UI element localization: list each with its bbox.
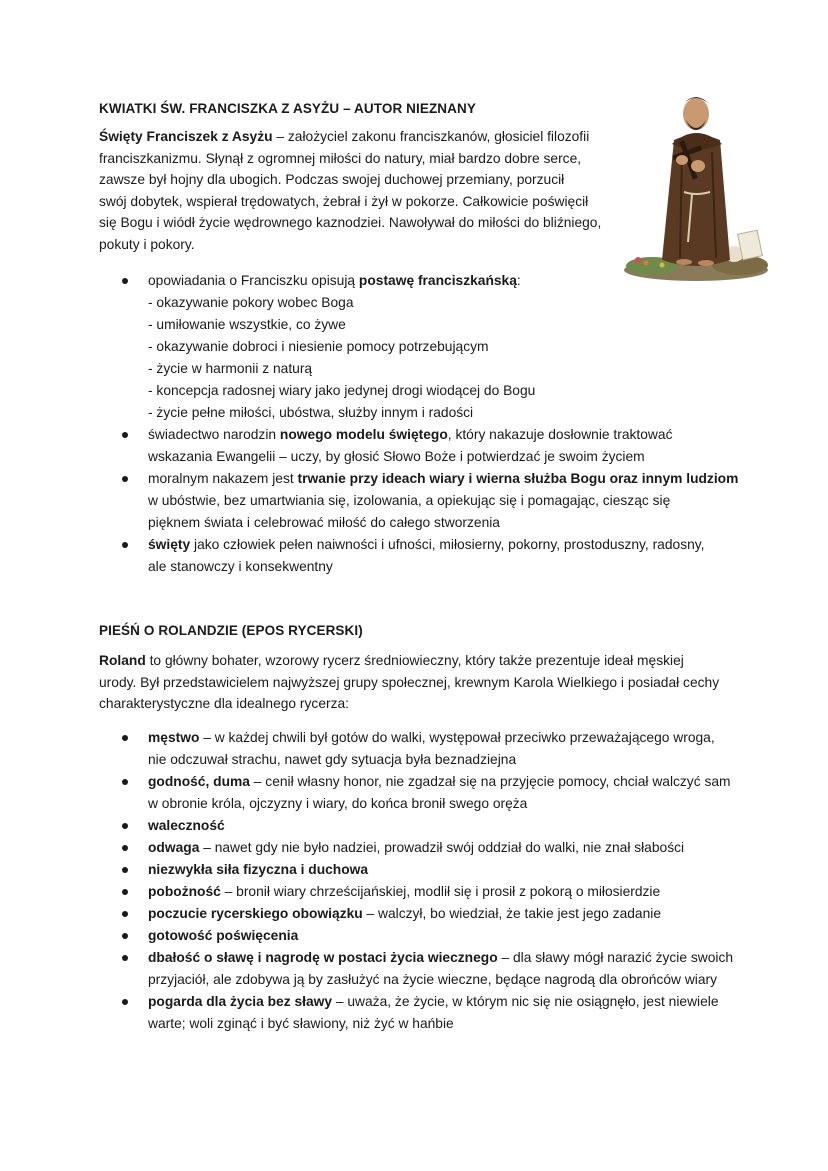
section-heading-kwiatki: KWIATKI ŚW. FRANCISZKA Z ASYŻU – AUTOR NIEZNANY [99,101,476,116]
intro-bold: Roland [99,653,146,668]
list-item [99,881,779,903]
bullet-icon [122,735,128,741]
bullet-icon [122,889,128,895]
bullet-icon [122,278,128,284]
list-item [99,727,779,771]
list-item [99,534,779,578]
item-bold: nowego modelu świętego [279,427,448,442]
bullet-icon [122,542,128,548]
sub-item: - koncepcja radosnej wiary jako jedynej drogi wiodącej do Bogu [148,383,536,398]
item-bold: waleczność [148,818,225,833]
item-text: , który nakazuje dosłownie traktować [447,427,673,442]
bullet-icon [122,432,128,438]
bullet-icon [122,476,128,482]
item-bold: święty [148,537,191,552]
item-bold: odwaga [148,840,200,855]
sub-list [148,292,779,424]
sub-item: - okazywanie dobroci i niesienie pomocy potrzebującym [148,339,489,354]
bullet-icon [122,779,128,785]
item-text: – bronił wiary chrześcijańskiej, modlił się i prosił z pokorą o miłosierdzie [220,884,661,899]
intro-line: franciszkanizmu. Słynął z ogromnej miłości do natury, miał bardzo dobre serce, [99,150,582,166]
section2-bullet-list [99,727,779,1035]
item-text: opowiadania o Franciszku opisują [148,273,359,288]
list-item [99,837,779,859]
item-bold: trwanie przy ideach wiary i wierna służba Bogu oraz innym ludziom [297,471,739,486]
intro-line: to główny bohater, wzorowy rycerz średniowieczny, który także prezentuje ideał męskiej [145,653,684,668]
item-text: : [516,273,521,288]
intro-line: – założyciel zakonu franciszkanów, głosiciel filozofii [272,129,590,144]
item-bold: dbałość o sławę i nagrodę w postaci życia wiecznego [148,950,498,965]
list-item [99,859,779,881]
section1-bullet-list [99,270,779,578]
bullet-icon [122,955,128,961]
item-bold: gotowość poświęcenia [148,928,299,943]
section1-intro [99,126,619,255]
bullet-icon [122,911,128,917]
list-item [99,771,779,815]
item-text: moralnym nakazem jest [148,471,298,486]
bullet-icon [122,845,128,851]
item-text: nie odczuwał strachu, nawet gdy sytuacja była beznadziejna [148,752,517,767]
list-item [99,424,779,468]
item-text: – w każdej chwili był gotów do walki, występował przeciwko przeważającego wroga, [199,730,715,745]
item-bold: pobożność [148,884,221,899]
item-bold: męstwo [148,730,200,745]
list-item [99,270,779,424]
item-bold: godność, duma [148,774,250,789]
item-bold: poczucie rycerskiego obowiązku [148,906,363,921]
list-item [99,903,779,925]
list-item [99,468,779,534]
list-item [99,991,779,1035]
item-text: warte; woli zginąć i być sławiony, niż żyć w hańbie [148,1016,454,1031]
intro-line: pokuty i pokory. [99,236,195,252]
bullet-icon [122,867,128,873]
item-text: – uważa, że życie, w którym nic się nie osiągnęło, jest niewiele [332,994,719,1009]
bullet-icon [122,933,128,939]
item-bold: pogarda dla życia bez sławy [148,994,333,1009]
intro-line: zawsze był hojny dla ubogich. Podczas swojej duchowej przemiany, porzucił [99,172,565,187]
bullet-icon [122,999,128,1005]
intro-line: się Bogu i wiódł życie wędrownego kaznodziei. Nawoływał do miłości do bliźniego, [99,215,602,230]
section-heading-roland: PIEŚŃ O ROLANDZIE (EPOS RYCERSKI) [99,623,363,638]
intro-line: urody. Był przedstawicielem najwyższej grupy społecznej, krewnym Karola Wielkiego i posiadał cechy [99,674,720,690]
item-text: pięknem świata i celebrować miłość do całego stworzenia [148,515,500,530]
list-item [99,925,779,947]
item-bold: postawę franciszkańską [358,273,517,288]
item-text: ale stanowczy i konsekwentny [148,559,333,574]
item-text: przyjaciół, ale zdobywa ją by zasłużyć na życie wieczne, będące nagrodą dla obrońców wiary [148,972,718,987]
item-text: jako człowiek pełen naiwności i ufności, miłosierny, pokorny, prostoduszny, radosny, [190,537,705,552]
item-text: – nawet gdy nie było nadziei, prowadził swój oddział do walki, nie znał słabości [199,840,685,855]
list-item [99,947,779,991]
saint-francis-illustration [622,82,770,282]
sub-item: - okazywanie pokory wobec Boga [148,295,354,310]
intro-line: swój dobytek, wspierał trędowatych, żebrał i żył w pokorze. Całkowicie poświęcił [99,193,589,209]
intro-bold: Święty Franciszek z Asyżu [99,129,273,144]
sub-item: - umiłowanie wszystkie, co żywe [148,317,346,332]
item-text: w obronie króla, ojczyzny i wiary, do końca bronił swego oręża [148,796,528,811]
item-text: w ubóstwie, bez umartwiania się, izolowania, a opiekując się i pomagając, ciesząc się [148,493,671,508]
intro-line: charakterystyczne dla idealnego rycerza: [99,696,350,711]
section2-intro [99,650,739,715]
item-text: świadectwo narodzin [148,427,280,442]
item-text: – walczył, bo wiedział, że takie jest jego zadanie [362,906,662,921]
item-text: – dla sławy mógł narazić życie swoich [497,950,734,965]
item-text: wskazania Ewangelii – uczy, by głosić Słowo Boże i potwierdzać je swoim życiem [148,449,645,464]
sub-item: - życie pełne miłości, ubóstwa, służby innym i radości [148,405,474,420]
item-bold: niezwykła siła fizyczna i duchowa [148,862,369,877]
item-text: – cenił własny honor, nie zgadzał się na przyjęcie pomocy, chciał walczyć sam [249,774,731,789]
bullet-icon [122,823,128,829]
sub-item: - życie w harmonii z naturą [148,361,313,376]
list-item [99,815,779,837]
